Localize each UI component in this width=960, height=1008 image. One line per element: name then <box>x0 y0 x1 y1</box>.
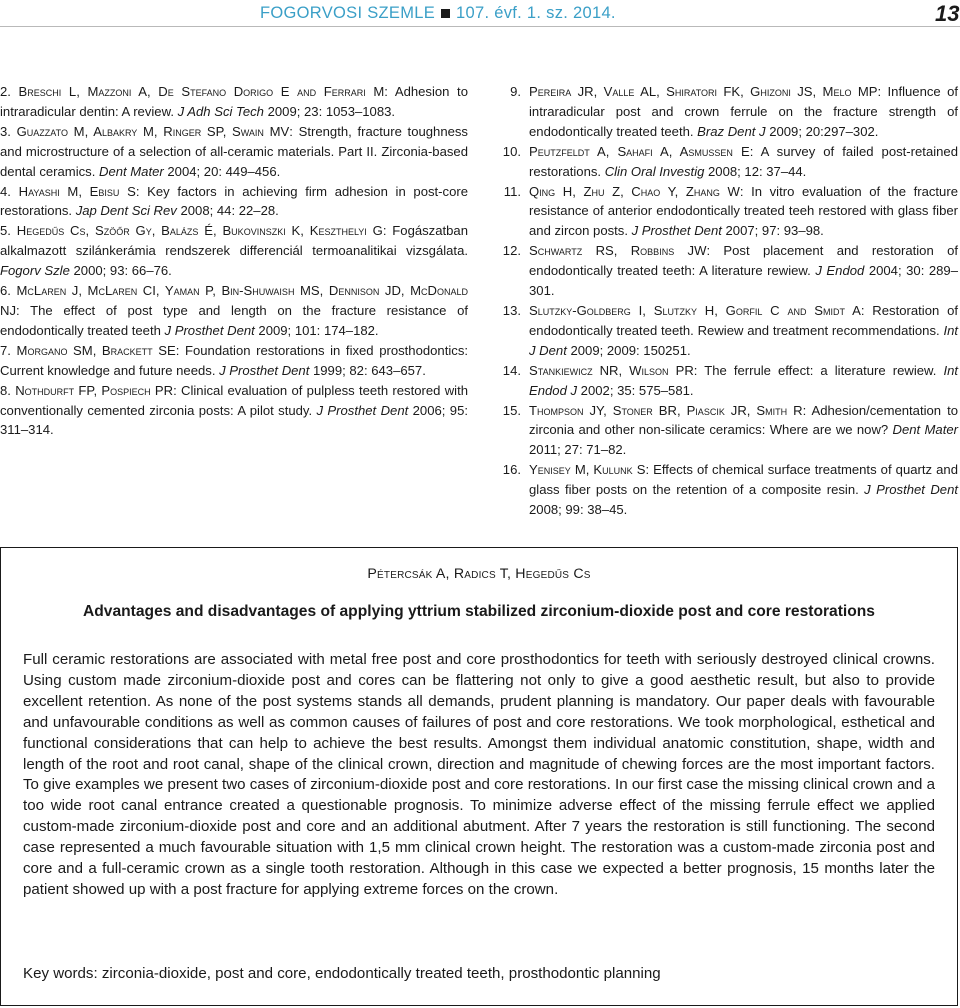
reference-journal: Dent Mater <box>98 163 164 179</box>
reference-text <box>0 124 468 179</box>
reference-item <box>0 82 468 122</box>
reference-authors: Pereira JR, Valle AL, Shiratori FK, Ghizoni JS, Melo MP <box>529 84 878 99</box>
reference-journal: Int J Dent <box>529 322 958 358</box>
reference-citation: 2009; 101: 174–182. <box>254 322 379 338</box>
reference-item <box>500 241 958 301</box>
reference-text <box>529 401 958 461</box>
summary-keywords: Key words: zirconia-dioxide, post and core, endodontically treated teeth, prosthodontic planning <box>23 965 661 982</box>
reference-text <box>0 184 468 219</box>
reference-number: 9. <box>510 84 521 99</box>
references-right-column <box>500 82 958 520</box>
reference-number: 6. <box>0 283 17 299</box>
reference-text <box>529 142 958 182</box>
reference-item <box>0 281 468 341</box>
reference-item <box>500 182 958 242</box>
reference-journal: Clin Oral Investig <box>604 163 705 179</box>
reference-text <box>529 301 958 361</box>
reference-number: 10. <box>502 143 521 159</box>
reference-text <box>529 241 958 301</box>
reference-item <box>500 82 958 142</box>
reference-journal: J Prosthet Dent <box>316 402 409 418</box>
reference-citation: 2004; 30: 289–301. <box>529 263 958 299</box>
reference-journal: J Adh Sci Tech <box>177 103 264 119</box>
reference-authors: Thompson JY, Stoner BR, Piascik JR, Smith R <box>529 402 803 418</box>
reference-item <box>500 142 958 182</box>
reference-item <box>0 221 468 281</box>
reference-title: : Foundation restorations in fixed prosthodontics: Current knowledge and future needs. <box>0 342 468 378</box>
reference-text <box>0 343 468 378</box>
references-left-column <box>0 82 468 440</box>
reference-journal: Braz Dent J <box>697 123 766 139</box>
reference-title: : The ferrule effect: a literature rewiew. <box>693 362 944 378</box>
reference-item <box>500 301 958 361</box>
reference-authors: Nothdurft FP, Pospiech PR <box>15 382 174 398</box>
reference-text <box>529 460 958 520</box>
reference-title: : Clinical evaluation of pulpless teeth restored with conventionally cemented zirconia posts: A pilot study. <box>0 382 468 418</box>
reference-title: : Effects of chemical surface treatments of quartz and glass fiber posts on the retention of a composite resin. <box>529 462 958 498</box>
reference-authors: Stankiewicz NR, Wilson PR <box>529 362 694 378</box>
reference-number: 2. <box>0 84 19 99</box>
reference-citation: 2004; 20: 449–456. <box>163 163 281 179</box>
reference-text <box>0 383 468 438</box>
reference-citation: 2011; 27: 71–82. <box>529 442 627 458</box>
reference-title: : Post placement and restoration of endodontically treated teeth: A literature rewiew. <box>529 243 958 279</box>
reference-title: : Fogászatban alkalmazott szilánkerámia rendszerek differenciál termoanalitikai vizsgálata. <box>0 223 468 259</box>
reference-title: : Strength, fracture toughness and microstructure of a selection of all-ceramic materials. Part II. Zirconia-based dental ceramics. <box>0 123 468 179</box>
reference-text <box>0 84 468 119</box>
reference-citation: 2008; 99: 38–45. <box>529 502 628 518</box>
reference-number: 13. <box>502 302 521 318</box>
reference-number: 3. <box>0 123 17 139</box>
reference-authors: Hegedűs Cs, Szöőr Gy, Balázs É, Bukovinszki K, Keszthelyi G <box>16 223 383 239</box>
reference-number: 8. <box>0 382 16 398</box>
reference-journal: Dent Mater <box>892 422 958 438</box>
reference-item <box>500 460 958 520</box>
reference-authors: Hayashi M, Ebisu S <box>18 183 136 199</box>
reference-journal: J Endod <box>815 263 865 279</box>
reference-number: 16. <box>502 462 521 478</box>
reference-authors: Peutzfeldt A, Sahafi A, Asmussen E <box>529 143 750 159</box>
journal-name: FOGORVOSI SZEMLE <box>260 4 436 22</box>
reference-citation: 2006; 95: 311–314. <box>0 402 468 438</box>
reference-number: 12. <box>502 243 521 259</box>
page-number: 13 <box>935 1 960 26</box>
reference-item <box>0 122 468 182</box>
reference-text <box>529 82 958 142</box>
reference-text <box>0 283 468 338</box>
reference-title: : Key factors in achieving firm adhesion in post-core restorations. <box>0 183 468 219</box>
reference-journal: J Prosthet Dent <box>631 223 722 239</box>
reference-text <box>529 182 958 242</box>
reference-title: : The effect of post type and length on the fracture resistance of endodontically treated teeth <box>0 302 468 338</box>
reference-item <box>0 381 468 441</box>
reference-citation: 2008; 44: 22–28. <box>176 203 279 219</box>
reference-number: 5. <box>0 223 17 239</box>
reference-title: : Restoration of endodontically treated teeth. Rewiew and treatment recommendations. <box>529 302 958 338</box>
reference-citation: 2009; 23: 1053–1083. <box>263 103 396 119</box>
reference-authors: Slutzky-Goldberg I, Slutzky H, Gorfil C and Smidt A <box>529 302 861 318</box>
reference-authors: Qing H, Zhu Z, Chao Y, Zhang W <box>529 183 740 199</box>
reference-citation: 2009; 2009: 150251. <box>566 342 691 358</box>
summary-abstract: Full ceramic restorations are associated with metal free post and core prosthodontics for teeth with seriously destroyed clinical crowns. Using custom made zirconium-dioxide post and cores can be flattering not only to give a good aesthetic result, but also to provide excellent retention. As none of the post systems stands all demands, prudent planning is mandatory. Our paper deals with favourable and unfavourable conditions as well as common causes of failures of post and core restorations. We took morphological, esthetical and functional considerations that can help to achieve the best results. Amongst them individual anatomic constitution, shape, width and length of the root and root canal, shape of the clinical crown, direction and magnitude of chewing forces are the most important factors. To give examples we present two cases of zirconium-dioxide post and core restorations. In our first case the missing clinical crown and a too wide root canal entrance created a questionable prognosis. To minimize adverse effect of the missing ferrule effect we applied custom-made zirconium-dioxide post and core and an additional abutment. After 7 years the restoration is still functioning. The second case represented a much favourable situation with 1,5 mm clinical crown height. The restoration was a custom-made zirconia post and core and a full-ceramic crown as a single tooth restoration. Although in this case we expected a better prognosis, 15 months later the patient showed up with a post fracture for applying extreme forces on the crown. <box>23 651 935 898</box>
reference-journal: J Prosthet Dent <box>219 362 310 378</box>
reference-authors: McLaren J, McLaren CI, Yaman P, Bin-Shuwaish MS, Dennison JD, McDonald NJ <box>0 283 468 318</box>
reference-citation: 2008; 12: 37–44. <box>704 163 807 179</box>
running-header <box>0 0 960 26</box>
reference-title: : In vitro evaluation of the fracture resistance of anterior endodontically treated teeh restored with glass fiber and zircon posts. <box>529 183 958 239</box>
reference-item <box>0 182 468 222</box>
reference-citation: 2007; 97: 93–98. <box>721 223 824 239</box>
reference-authors: Morgano SM, Brackett SE <box>16 342 176 358</box>
reference-item <box>0 341 468 381</box>
reference-number: 14. <box>502 362 521 378</box>
reference-journal: J Prosthet Dent <box>864 482 958 498</box>
reference-number: 11. <box>503 183 521 199</box>
reference-number: 7. <box>0 342 17 358</box>
reference-title: : Adhesion to intraradicular dentin: A review. <box>0 84 468 119</box>
reference-journal: Int Endod J <box>529 362 958 398</box>
reference-number: 15. <box>502 402 521 418</box>
reference-title: : A survey of failed post-retained restorations. <box>529 143 958 179</box>
reference-authors: Guazzato M, Albakry M, Ringer SP, Swain MV <box>16 123 290 139</box>
reference-authors: Yenisey M, Kulunk S <box>529 462 646 478</box>
reference-citation: 2002; 35: 575–581. <box>577 382 694 398</box>
header-rule <box>0 26 960 27</box>
reference-journal: J Prosthet Dent <box>164 322 255 338</box>
square-bullet-icon <box>441 9 450 18</box>
summary-authors: Pétercsák A, Radics T, Hegedűs Cs <box>367 566 591 582</box>
reference-title: : Adhesion/cementation to zirconia and other non-silicate ceramics: Where are we now? <box>529 402 958 438</box>
journal-issue-line <box>260 4 616 23</box>
reference-title: : Influence of intraradicular post and crown ferrule on the fracture strength of endodontically treated teeth. <box>529 84 958 139</box>
reference-text <box>529 361 958 401</box>
reference-journal: Fogorv Szle <box>0 263 70 279</box>
reference-citation: 1999; 82: 643–657. <box>309 362 426 378</box>
reference-journal: Jap Dent Sci Rev <box>75 203 177 219</box>
reference-item <box>500 401 958 461</box>
reference-citation: 2009; 20:297–302. <box>765 123 879 139</box>
reference-citation: 2000; 93: 66–76. <box>69 263 172 279</box>
reference-authors: Schwartz RS, Robbins JW <box>529 243 707 259</box>
reference-number: 4. <box>0 183 19 199</box>
reference-authors: Breschi L, Mazzoni A, De Stefano Dorigo E and Ferrari M <box>18 84 385 99</box>
summary-title: Advantages and disadvantages of applying yttrium stabilized zirconium-dioxide post and core restorations <box>83 603 875 620</box>
issue-info: 107. évf. 1. sz. 2014. <box>456 4 616 22</box>
reference-text <box>0 223 468 278</box>
reference-item <box>500 361 958 401</box>
